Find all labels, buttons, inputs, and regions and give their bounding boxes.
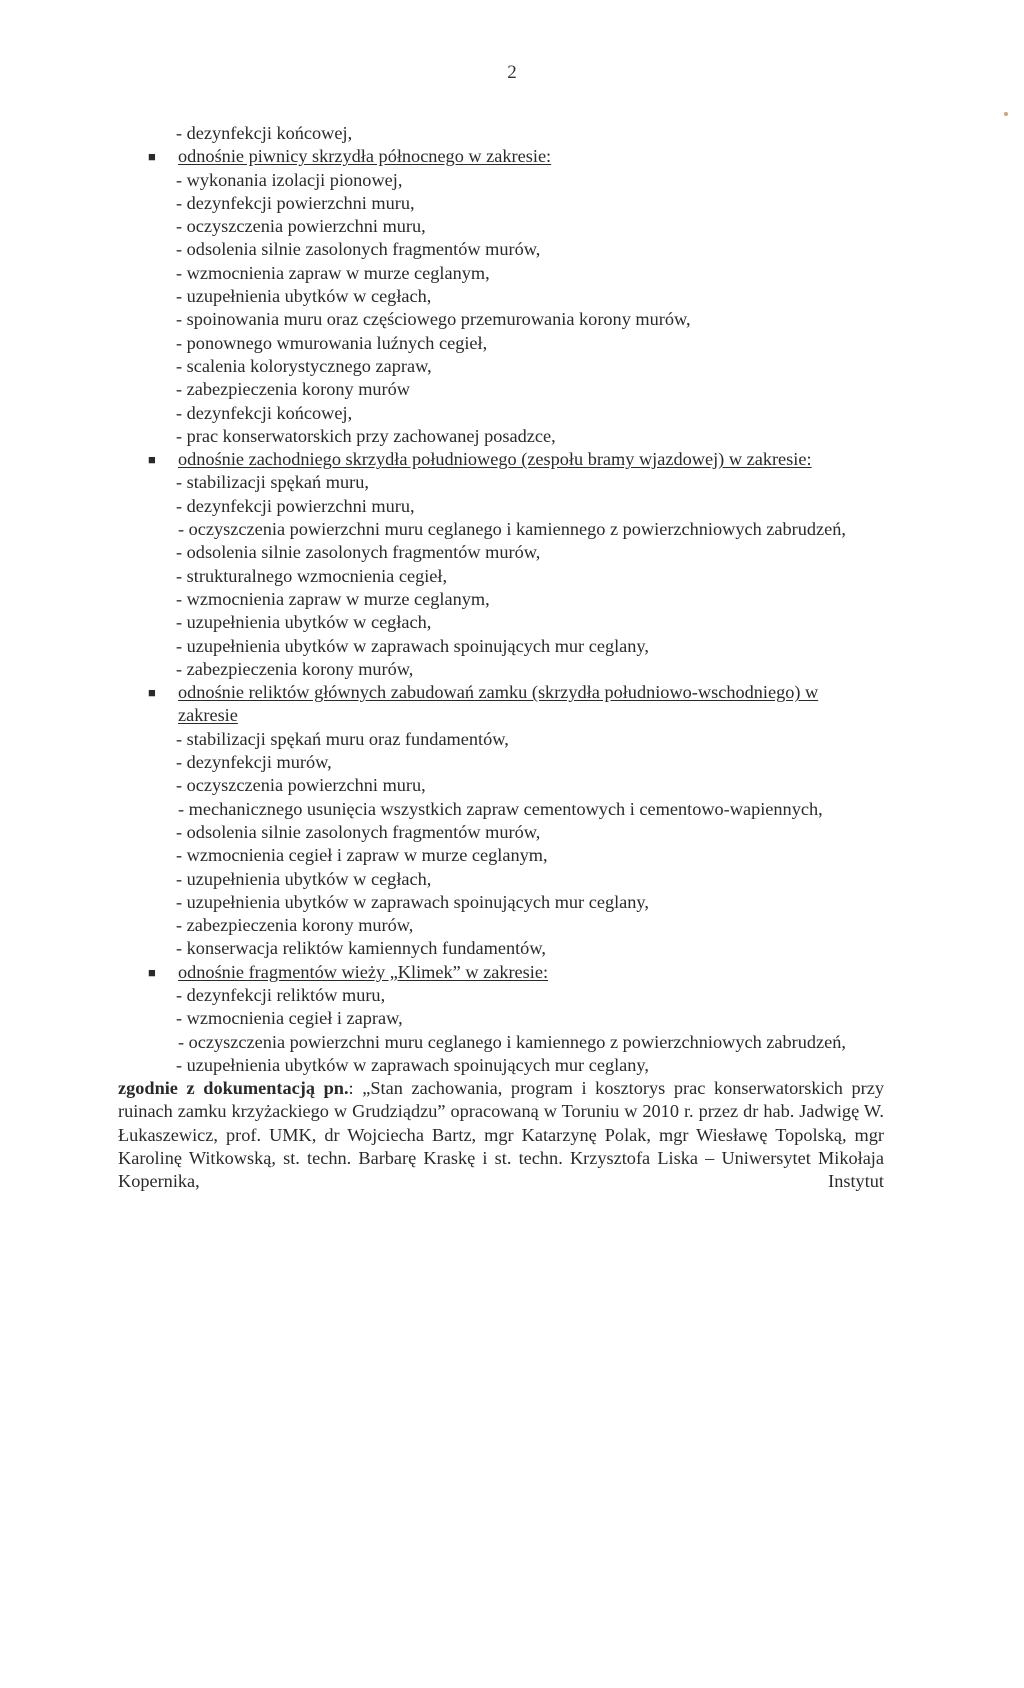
list-item: - stabilizacji spękań muru oraz fundamentów, (176, 728, 509, 749)
list-item: - konserwacja reliktów kamiennych fundamentów, (176, 938, 546, 959)
section-heading-text: odnośnie zachodniego skrzydła południowego (zespołu bramy wjazdowej) w zakresie: (178, 449, 812, 470)
list-item: - wzmocnienia zapraw w murze ceglanym, (176, 262, 490, 283)
section-heading-text: odnośnie reliktów głównych zabudowań zamku (skrzydła południowo-wschodniego) w zakresie (178, 682, 819, 726)
list-item: - dezynfekcji końcowej, (176, 402, 353, 423)
square-bullet-icon: ■ (148, 149, 156, 165)
list-item: - odsolenia silnie zasolonych fragmentów murów, (176, 542, 541, 563)
list-item: - scalenia kolorystycznego zapraw, (176, 355, 432, 376)
list-item: - mechanicznego usunięcia wszystkich zapraw cementowych i cementowo-wapiennych, (178, 798, 823, 819)
page-number: 2 (507, 62, 517, 83)
list-item: - zabezpieczenia korony murów (176, 379, 410, 400)
list-item: - strukturalnego wzmocnienia cegieł, (176, 565, 448, 586)
list-item: - uzupełnienia ubytków w zaprawach spoinujących mur ceglany, (176, 635, 649, 656)
section-heading-text: odnośnie piwnicy skrzydła północnego w zakresie: (178, 146, 552, 167)
section-heading-text: odnośnie fragmentów wieży „Klimek” w zakresie: (178, 961, 549, 982)
list-item: - dezynfekcji reliktów muru, (176, 984, 386, 1005)
scan-speck (1004, 112, 1008, 116)
section-heading (118, 145, 884, 168)
list-item: - uzupełnienia ubytków w cegłach, (176, 868, 432, 889)
list-item: - wzmocnienia cegieł i zapraw w murze ceglanym, (176, 845, 548, 866)
list-item: - uzupełnienia ubytków w cegłach, (176, 286, 432, 307)
square-bullet-icon: ■ (148, 964, 156, 980)
section-heading (118, 448, 884, 471)
section-heading (118, 961, 884, 984)
list-item: - dezynfekcji murów, (176, 752, 332, 773)
square-bullet-icon: ■ (148, 685, 156, 701)
list-item: - oczyszczenia powierzchni muru, (176, 775, 426, 796)
list-item: - dezynfekcji powierzchni muru, (176, 192, 415, 213)
list-item: - uzupełnienia ubytków w zaprawach spoinujących mur ceglany, (176, 1054, 649, 1075)
list-item: - odsolenia silnie zasolonych fragmentów murów, (176, 239, 541, 260)
list-item: - spoinowania muru oraz częściowego przemurowania korony murów, (176, 309, 691, 330)
list-item: - wykonania izolacji pionowej, (176, 169, 403, 190)
closing-text: : „Stan zachowania, program i kosztorys prac konserwatorskich przy ruinach zamku krzyżackiego w Grudziądzu” opracowaną w Toruniu w 2010 r. przez dr hab. Jadwigę W. Łukaszewicz, prof. UMK, dr Wojciecha Bartz, mgr Katarzynę Polak, mgr Wiesławę Topolską, mgr Karolinę Witkowską, st. techn. Barbarę Kraskę i st. techn. Krzysztofa Liska – Uniwersytet Mikołaja Kopernika, Instytut (118, 1078, 884, 1192)
list-item: - zabezpieczenia korony murów, (176, 915, 414, 936)
list-item: - oczyszczenia powierzchni muru ceglanego i kamiennego z powierzchniowych zabrudzeń, (178, 1031, 846, 1052)
closing-paragraph (118, 1077, 884, 1193)
document-body (118, 122, 884, 1194)
list-item: - uzupełnienia ubytków w zaprawach spoinujących mur ceglany, (176, 891, 649, 912)
closing-bold-lead: zgodnie z dokumentacją pn. (118, 1078, 349, 1099)
list-item: - oczyszczenia powierzchni muru, (176, 216, 426, 237)
square-bullet-icon: ■ (148, 452, 156, 468)
list-item: - uzupełnienia ubytków w cegłach, (176, 612, 432, 633)
list-item: - dezynfekcji powierzchni muru, (176, 495, 415, 516)
list-item: - wzmocnienia zapraw w murze ceglanym, (176, 588, 490, 609)
list-item: - odsolenia silnie zasolonych fragmentów murów, (176, 821, 541, 842)
section-heading (118, 681, 884, 728)
list-item: - prac konserwatorskich przy zachowanej posadzce, (176, 425, 556, 446)
list-item: - ponownego wmurowania luźnych cegieł, (176, 332, 488, 353)
list-item: - wzmocnienia cegieł i zapraw, (176, 1008, 403, 1029)
list-item: - dezynfekcji końcowej, (176, 123, 353, 143)
list-item: - stabilizacji spękań muru, (176, 472, 369, 493)
list-item: - oczyszczenia powierzchni muru ceglanego i kamiennego z powierzchniowych zabrudzeń, (178, 519, 846, 540)
list-item: - zabezpieczenia korony murów, (176, 658, 414, 679)
